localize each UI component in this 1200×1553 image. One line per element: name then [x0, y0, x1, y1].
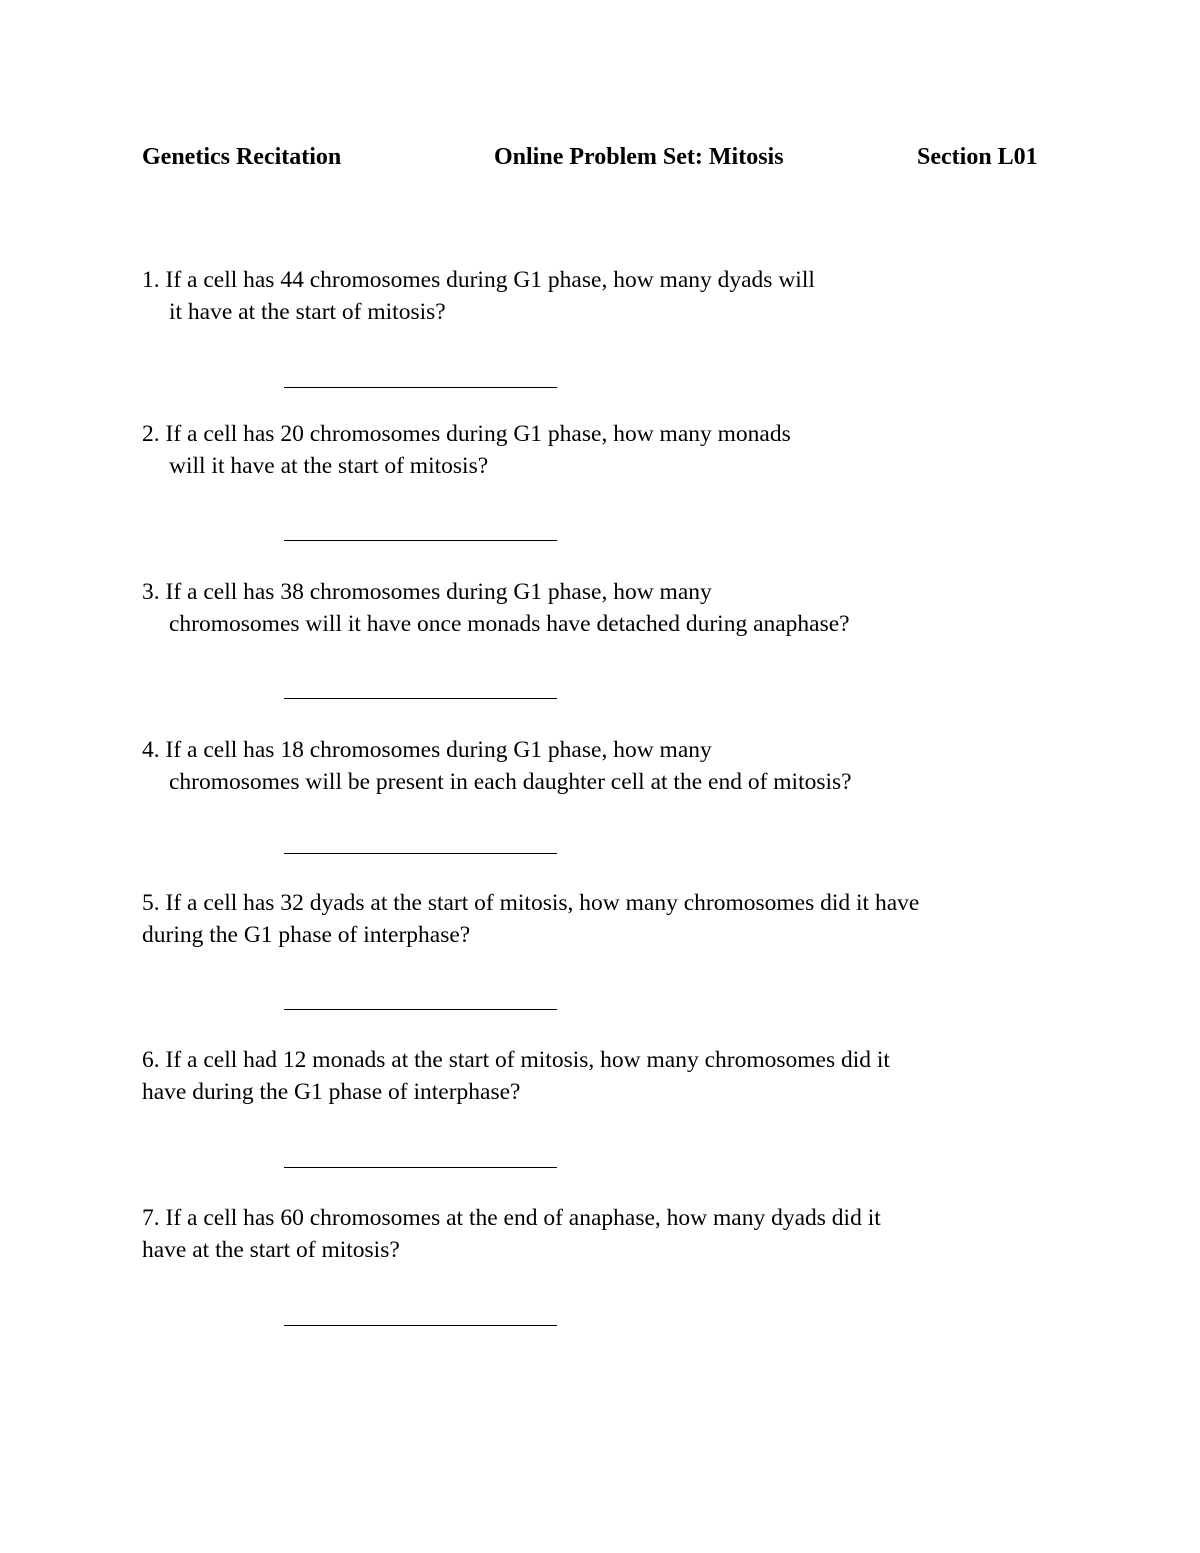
question-3-line-2: chromosomes will it have once monads have detached during anaphase?: [169, 611, 850, 637]
question-5-line-2: during the G1 phase of interphase?: [142, 922, 471, 948]
question-5: [142, 887, 1072, 951]
question-4: [142, 734, 1072, 798]
question-3-line-1: 3. If a cell has 38 chromosomes during G1 phase, how many: [142, 579, 712, 605]
answer-blank-3[interactable]: [284, 698, 557, 699]
question-7-line-1: 7. If a cell has 60 chromosomes at the end of anaphase, how many dyads did it: [142, 1205, 881, 1231]
question-1-line-2: it have at the start of mitosis?: [169, 299, 446, 325]
question-7-line-2: have at the start of mitosis?: [142, 1237, 400, 1263]
answer-blank-7[interactable]: [284, 1325, 557, 1326]
problem-set-title: Online Problem Set: Mitosis: [494, 144, 784, 170]
question-1-line-1: 1. If a cell has 44 chromosomes during G1 phase, how many dyads will: [142, 267, 815, 293]
answer-blank-1[interactable]: [284, 387, 557, 388]
answer-blank-5[interactable]: [284, 1009, 557, 1010]
question-6-line-2: have during the G1 phase of interphase?: [142, 1079, 521, 1105]
question-2-line-2: will it have at the start of mitosis?: [169, 453, 489, 479]
question-6-line-1: 6. If a cell had 12 monads at the start of mitosis, how many chromosomes did it: [142, 1047, 890, 1073]
question-4-line-1: 4. If a cell has 18 chromosomes during G1 phase, how many: [142, 737, 712, 763]
question-7: [142, 1202, 1072, 1266]
question-4-line-2: chromosomes will be present in each daughter cell at the end of mitosis?: [169, 769, 852, 795]
section-label: Section L01: [917, 144, 1038, 170]
question-2: [142, 418, 1072, 482]
question-1: [142, 264, 1072, 328]
answer-blank-6[interactable]: [284, 1167, 557, 1168]
answer-blank-4[interactable]: [284, 853, 557, 854]
question-5-line-1: 5. If a cell has 32 dyads at the start of mitosis, how many chromosomes did it have: [142, 890, 920, 916]
course-title: Genetics Recitation: [142, 144, 342, 170]
document-header: [0, 144, 1200, 176]
question-2-line-1: 2. If a cell has 20 chromosomes during G1 phase, how many monads: [142, 421, 791, 447]
answer-blank-2[interactable]: [284, 540, 557, 541]
question-3: [142, 576, 1072, 640]
question-6: [142, 1044, 1072, 1108]
